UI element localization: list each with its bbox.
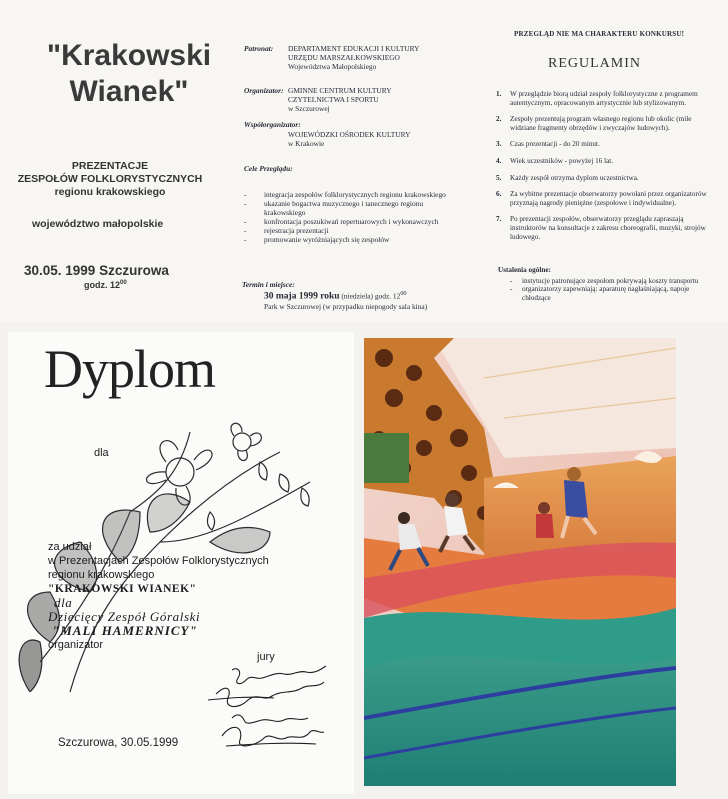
diploma-line: w Prezentacjach Zespołów Folklorystycznych [48,555,269,567]
cele-label: Cele Przeglądu: [244,164,293,173]
ustalenia-label: Ustalenia ogólne: [498,266,551,274]
poster-title-line1: "Krakowski [46,39,212,72]
regulamin-rules [494,90,708,249]
wspolorganizator-label: Współorganizator: [244,120,301,129]
diploma-organizer: organizator [48,639,104,651]
regulamin-title: REGULAMIN [548,56,641,71]
diploma-place-date: Szczurowa, 30.05.1999 [58,737,179,749]
poster-hour [84,280,127,290]
list-item: 1. W przeglądzie biorą udział zespoły folklorystyczne z programem autentycznym, opracowanym artystycznie lub stylizowanym. [496,90,698,107]
list-item: - promowanie wyróżniających się zespołów [238,235,453,244]
poster-title-line2: Wianek" [69,75,189,108]
list-item: 2. Zespoły prezentują program własnego regionu lub okolic (mile widziane fragmenty obrzędów i zwyczajów ludowych). [496,115,692,132]
diploma-body [48,540,318,652]
bouncy-castle-photo [364,338,676,786]
ustalenia-ogolne [498,266,708,302]
list-item: - organizatorzy zapewniają: aparaturę nagłaśniającą, napoje chłodzące [498,285,708,302]
list-item: 3. Czas prezentacji - do 20 minut. [496,140,600,149]
ustalenia-list [498,277,708,303]
list-item: 5. Każdy zespół otrzyma dyplom uczestnictwa. [496,173,639,182]
diploma-event-name: "KRAKOWSKI WIANEK" [48,583,197,595]
poster-subtitle-line2: ZESPOŁÓW FOLKLORYSTYCZNYCH [17,173,203,185]
list-item: - konfrontacja poszukiwań repertuarowych i wykonawczych [238,217,453,226]
list-item: 4. Wiek uczestników - powyżej 16 lat. [496,156,614,165]
diploma-recipient-name: "MALI HAMERNICY" [52,623,198,638]
signatures-icon [196,660,346,770]
patronat-label: Patronat: [244,44,274,53]
diploma-line: za udział [48,541,92,553]
notice-text: PRZEGLĄD NIE MA CHARAKTERU KONKURSU! [514,30,685,38]
diploma-line: dla [54,595,73,610]
poster-subtitle [10,160,210,199]
wspolorganizator-value: WOJEWÓDZKI OŚRODEK KULTURY w Krakowie [288,130,411,148]
patronat-value: DEPARTAMENT EDUKACJI I KULTURY URZĘDU MARSZAŁKOWSKIEGO Województwa Małopolskiego [288,44,420,71]
diploma-dla: dla [94,447,109,459]
list-item: 6. Za wybitne prezentacje obserwatorzy powołani przez organizatorów przyznają nagrody pieniężne (zespołowe i indywidualne). [496,190,707,207]
cele-list [238,190,453,244]
list-item: - integracja zespołów folklorystycznych regionu krakowskiego [238,190,453,199]
termin-value: 30 maja 1999 roku (niedziela) godz. $12^{00}$ [264,291,407,302]
diploma-title: Dyplom [44,339,216,399]
list-item: - rejestracja prezentacji [238,226,453,235]
diploma-line: regionu krakowskiego [48,569,155,581]
poster-subtitle-line3: regionu krakowskiego [54,186,166,198]
list-item: - instytucje patronujące zespołom pokrywają koszty transportu [498,277,708,286]
organizator-value: GMINNE CENTRUM KULTURY CZYTELNICTWA I SPORTU w Szczurowej [288,86,392,113]
diploma-jury: jury [257,651,275,663]
list-item: 7. Po prezentacji zespołów, obserwatorzy przeglądu zapraszają instruktorów na konsultacje z zakresu choreografii, muzyki, strojów ludowego. [496,215,706,241]
poster-title [24,38,234,110]
poster-date-place: 30.05. 1999 Szczurowa [24,263,169,278]
poster-hour-text: godz. 12 [84,280,121,290]
diploma-recipient: Dziecięcy Zespół Góralski [48,609,201,624]
termin-place: Park w Szczurowej (w przypadku niepogody sala kina) [264,302,428,311]
organizator-label: Organizator: [244,86,284,95]
poster-subtitle-line1: PREZENTACJE [71,160,149,172]
list-item: - ukazanie bogactwa muzycznego i tanecznego regionu krakowskiego [238,199,453,217]
poster-hour-sup: 00 [120,280,127,286]
poster-region: województwo małopolskie [32,218,164,230]
termin-label: Termin i miejsce: [242,280,295,289]
